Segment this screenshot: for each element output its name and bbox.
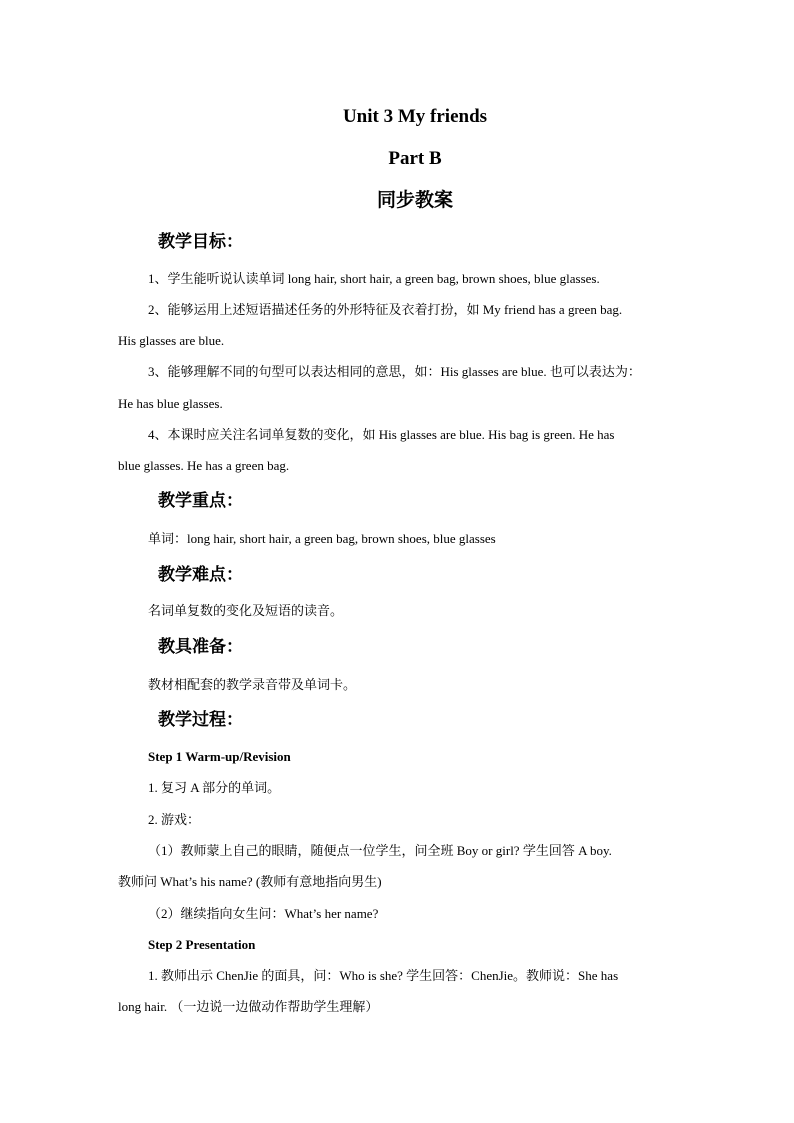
key-points-text: 单词：long hair, short hair, a green bag, brown shoes, blue glasses — [148, 531, 496, 546]
step-2-title: Step 2 Presentation — [148, 937, 256, 952]
objective-item-1: 1、学生能听说认读单词 long hair, short hair, a green bag, brown shoes, blue glasses. — [148, 271, 600, 286]
document-title: Unit 3 My friends — [342, 106, 488, 127]
step-1-sub-2: （2）继续指向女生问：What’s her name? — [148, 906, 379, 921]
materials-heading: 教具准备： — [158, 637, 243, 656]
objective-item-4: 4、本课时应关注名词单复数的变化，如 His glasses are blue. His bag is green. He has — [148, 427, 615, 442]
objective-item-4-cont: blue glasses. He has a green bag. — [118, 458, 290, 473]
difficulties-text: 名词单复数的变化及短语的读音。 — [148, 603, 344, 618]
process-heading: 教学过程： — [158, 710, 243, 729]
step-1-sub-1: （1）教师蒙上自己的眼睛，随便点一位学生，问全班 Boy or girl? 学生回答 A boy. — [148, 843, 612, 858]
step-1-item-1: 1. 复习 A 部分的单词。 — [148, 780, 281, 795]
step-2-item-1-cont: long hair. （一边说一边做动作帮助学生理解） — [118, 999, 379, 1014]
materials-text: 教材相配套的教学录音带及单词卡。 — [148, 677, 357, 692]
objective-item-2: 2、能够运用上述短语描述任务的外形特征及衣着打扮，如 My friend has a green bag. — [148, 302, 623, 317]
difficulties-heading: 教学难点： — [158, 565, 243, 584]
key-points-heading: 教学重点： — [158, 491, 243, 510]
step-1-title: Step 1 Warm-up/Revision — [148, 749, 291, 764]
objectives-heading: 教学目标： — [158, 232, 243, 251]
document-heading: 同步教案 — [376, 190, 453, 211]
document-subtitle: Part B — [388, 148, 442, 169]
objective-item-2-cont: His glasses are blue. — [118, 333, 225, 348]
step-2-item-1: 1. 教师出示 ChenJie 的面具，问：Who is she? 学生回答：ChenJie。教师说：She has — [148, 968, 619, 983]
objective-item-3: 3、能够理解不同的句型可以表达相同的意思，如：His glasses are blue. 也可以表达为： — [148, 364, 641, 379]
objective-item-3-cont: He has blue glasses. — [118, 396, 223, 411]
step-1-item-2: 2. 游戏： — [148, 812, 201, 827]
step-1-sub-1-cont: 教师问 What’s his name? (教师有意地指向男生) — [118, 874, 382, 889]
